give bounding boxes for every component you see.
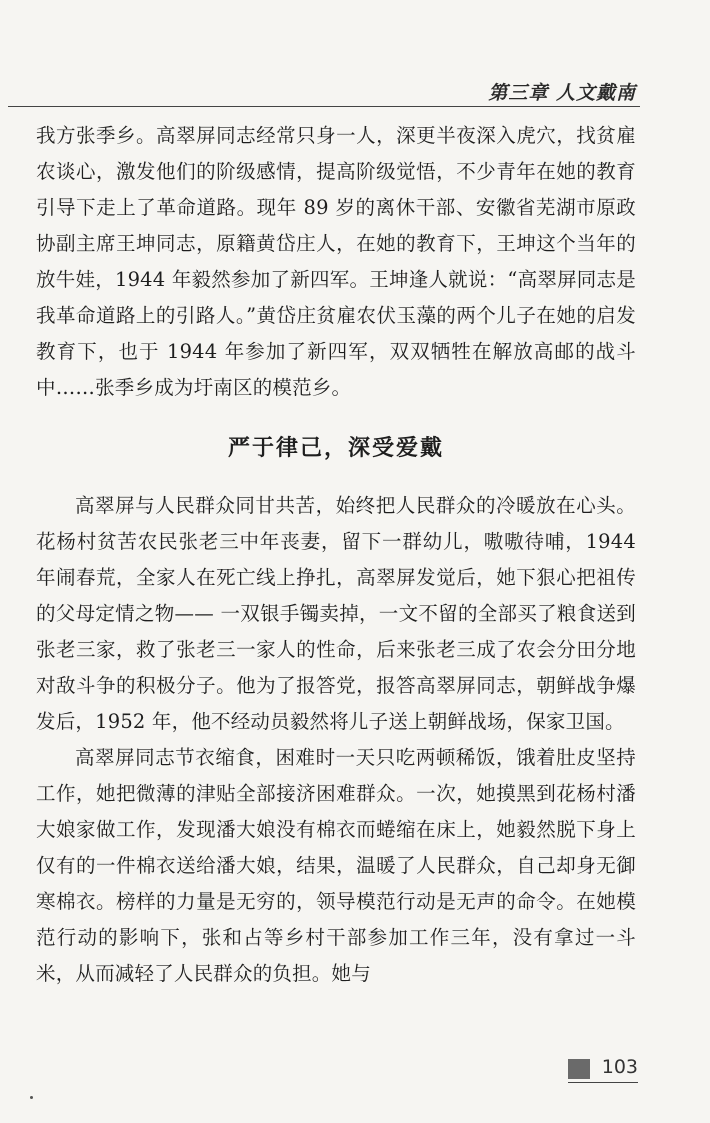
page-number: 103 [601,1056,638,1078]
page-marker-block [568,1059,590,1079]
page-body [36,118,636,992]
section-heading: 严于律己，深受爱戴 [227,436,444,461]
paragraph: 高翠屏与人民群众同甘共苦，始终把人民群众的冷暖放在心头。花杨村贫苦农民张老三中年丧妻，留下一群幼儿，嗷嗷待哺，1944 年闹春荒，全家人在死亡线上挣扎，高翠屏发觉后，她下狠心把祖传的父母定情之物—— 一双银手镯卖掉，一文不留的全部买了粮食送到张老三家，救了张老三一家人的性命，后来张老三成了农会分田分地对敌斗争的积极分子。他为了报答党，报答高翠屏同志，朝鲜战争爆发后，1952 年，他不经动员毅然将儿子送上朝鲜战场，保家卫国。 [36,494,636,733]
running-header [8,74,640,107]
print-speck [30,1096,33,1099]
paragraph-continued: 我方张季乡。高翠屏同志经常只身一人，深更半夜深入虎穴，找贫雇农谈心，激发他们的阶级感情，提高阶级觉悟，不少青年在她的教育引导下走上了革命道路。现年 89 岁的离休干部、安徽省芜湖市原政协副主席王坤同志，原籍黄岱庄人，在她的教育下，王坤这个当年的放牛娃，1944 年毅然参加了新四军。王坤逢人就说：“高翠屏同志是我革命道路上的引路人。”黄岱庄贫雇农伏玉藻的两个儿子在她的启发教育下，也于 1944 年参加了新四军，双双牺牲在解放高邮的战斗中……张季乡成为圩南区的模范乡。 [36,124,636,399]
paragraph: 高翠屏同志节衣缩食，困难时一天只吃两顿稀饭，饿着肚皮坚持工作，她把微薄的津贴全部接济困难群众。一次，她摸黑到花杨村潘大娘家做工作，发现潘大娘没有棉衣而蜷缩在床上，她毅然脱下身上仅有的一件棉衣送给潘大娘，结果，温暖了人民群众，自己却身无御寒棉衣。榜样的力量是无穷的，领导模范行动是无声的命令。在她模范行动的影响下，张和占等乡村干部参加工作三年，没有拿过一斗米，从而减轻了人民群众的负担。她与 [36,746,636,985]
page-footer [568,1056,638,1083]
chapter-title: 第三章 人文戴南 [488,82,636,104]
